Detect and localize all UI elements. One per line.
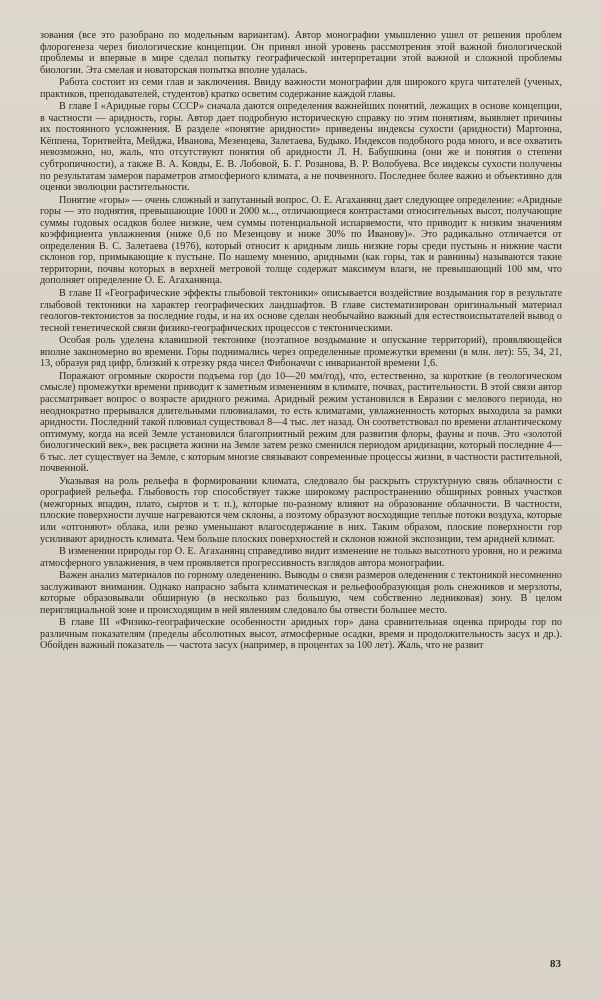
- page-number: 83: [550, 958, 561, 970]
- paragraph-2: Работа состоит из семи глав и заключения. Ввиду важности монографии для широкого круга читателей (ученых, практиков, преподавателей, студентов) кратко осветим содержание каждой главы.: [40, 77, 562, 100]
- paragraph-1: зования (все это разобрано по модельным вариантам). Автор монографии умышленно ушел от решения проблем флорогенеза через биологические концепции. Он принял иной уровень рассмотрения этой важной биологической проблемы и впервые в мире сделал попытку географической интерпретации этой важной и сложной проблемы биологии. Эта смелая и новаторская попытка вполне удалась.: [40, 30, 562, 76]
- paragraph-7: Поражают огромные скорости подъема гор (до 10—20 мм/год), что, естественно, за короткие (в геологическом смысле) промежутки времени приводит к заметным изменениям в климате, почвах, растительности. В этой связи автор рассматривает вопрос о возрасте аридного режима. Аридный режим установился в Евразии с мелового периода, но неоднократно прерывался длительными плювиалами, то есть климатами, увлажненность которых выходила за рамки аридности. Последний такой плювиал существовал 8—4 тыс. лет назад. Он соответствовал по времени атлантическому оптимуму, когда на всей Земле установился благоприятный режим для развития флоры, фауны и почв. Это «золотой биологический век», век расцвета жизни на Земле затем резко сменился периодом аридизации, который последние 4—6 тыс. лет существует на Земле, с которым многие связывают современные процессы жизни, в частности растительной, почвенной.: [40, 370, 562, 475]
- paragraph-11: В главе III «Физико-географические особенности аридных гор» дана сравнительная оценка природы гор по различным показателям (пределы абсолютных высот, атмосферные осадки, время и продолжительность засух и др.). Обойден важный показатель — частота засух (например, в процентах за 100 лет). Жаль, что не развит: [40, 617, 562, 652]
- paragraph-3: В главе I «Аридные горы СССР» сначала даются определения важнейших понятий, лежащих в основе концепции, в частности — аридность, горы. Автор дает подробную историческую справку по этим понятиям, выявляет причины их постоянного усложнения. В разделе «понятие аридности» приведены индексы сухости (аридности) Мартонна, Кёппена, Торнтвейта, Мейджа, Иванова, Мезенцева, Залетаева, Будыко. Индексов подобного рода много, и все охватить невозможно, но, жаль, что отсутствуют понятия об аридности Л. Н. Бабушкина (они же и понятия о степени субтропичности), а также В. А. Ковды, Е. В. Лобовой, Б. Г. Розанова, В. Р. Волобуева. Все индексы сухости получены по результатам замеров параметров атмосферного климата, а не почвенного. Последнее более важно и объективно для оценки эволюции растительности.: [40, 101, 562, 194]
- paragraph-8: Указывая на роль рельефа в формировании климата, следовало бы раскрыть структурную связь облачности с орографией рельефа. Глыбовость гор способствует также широкому распространению обширных ровных участков (межгорных впадин, плато, сыртов и т. п.), которые по-разному влияют на образование облачности. В частности, плоские поверхности лучше нагреваются чем склоны, а поэтому образуют восходящие теплые потоки воздуха, которые или «отгоняют» облака, или резко уменьшают влагосодержание в них. Таким образом, плоские поверхности гор усиливают аридность климата. Чем больше плоских поверхностей и склонов южной экспозиции, тем аридней климат.: [40, 475, 562, 545]
- paragraph-5: В главе II «Географические эффекты глыбовой тектоники» описывается воздействие воздымания гор в результате глыбовой тектоники на характер географических ландшафтов. В главе систематизирован оригинальный материал геологов-тектонистов за последние годы, и на их основе сделан необычайно важный для естествоиспытателей вывод о тесной генетической связи физико-географических процессов с тектоническими.: [40, 288, 562, 334]
- paragraph-9: В изменении природы гор О. Е. Агаханянц справедливо видит изменение не только высотного уровня, но и режима атмосферного увлажнения, в чем проявляется прогрессивность взглядов автора монографии.: [40, 546, 562, 569]
- paragraph-4: Понятие «горы» — очень сложный и запутанный вопрос. О. Е. Агаханянц дает следующее определение: «Аридные горы — это поднятия, превышающие 1000 и 2000 м..., отличающиеся контрастами относительных высот, получающие суммы годовых осадков более низкие, чем суммы потенциальной испаряемости, что приводит к низким значениям коэффициента увлажнения (ниже 0,6 по Мезенцову и ниже 30% по Иванову)». Это радикально отличается от определения В. С. Залетаева (1976), который относит к аридным лишь низкие горы среди пустынь и нижние части склонов гор, примыкающие к пустыне. По нашему мнению, аридными (как горы, так и равнины) называются такие территории, почвы которых в верхней метровой толще содержат максимум влаги, не превышающий 100 мм, что дополняет определение О. Е. Агаханянца.: [40, 194, 562, 287]
- page-body-text: [40, 30, 562, 652]
- paragraph-10: Важен анализ материалов по горному оледенению. Выводы о связи размеров оледенения с тектоникой несомненно заслуживают внимания. Однако напрасно забыта климатическая и рельефообразующая роль снежников и мерзлоты, которые образовывали обширную (в несколько раз большую, чем собственно ледниковая) зону. В целом перигляциальной зоне и происходящим в ней явлениям следовало бы отвести большее место.: [40, 570, 562, 616]
- paragraph-6: Особая роль уделена клавишной тектонике (поэтапное воздымание и опускание территорий), проявляющейся вполне закономерно во времени. Горы поднимались через определенные промежутки времени (в млн. лет): 55, 34, 21, 13, образуя ряд цифр, близкий к отрезку ряда чисел Фибоначчи с инвариантой времени 1,6.: [40, 335, 562, 370]
